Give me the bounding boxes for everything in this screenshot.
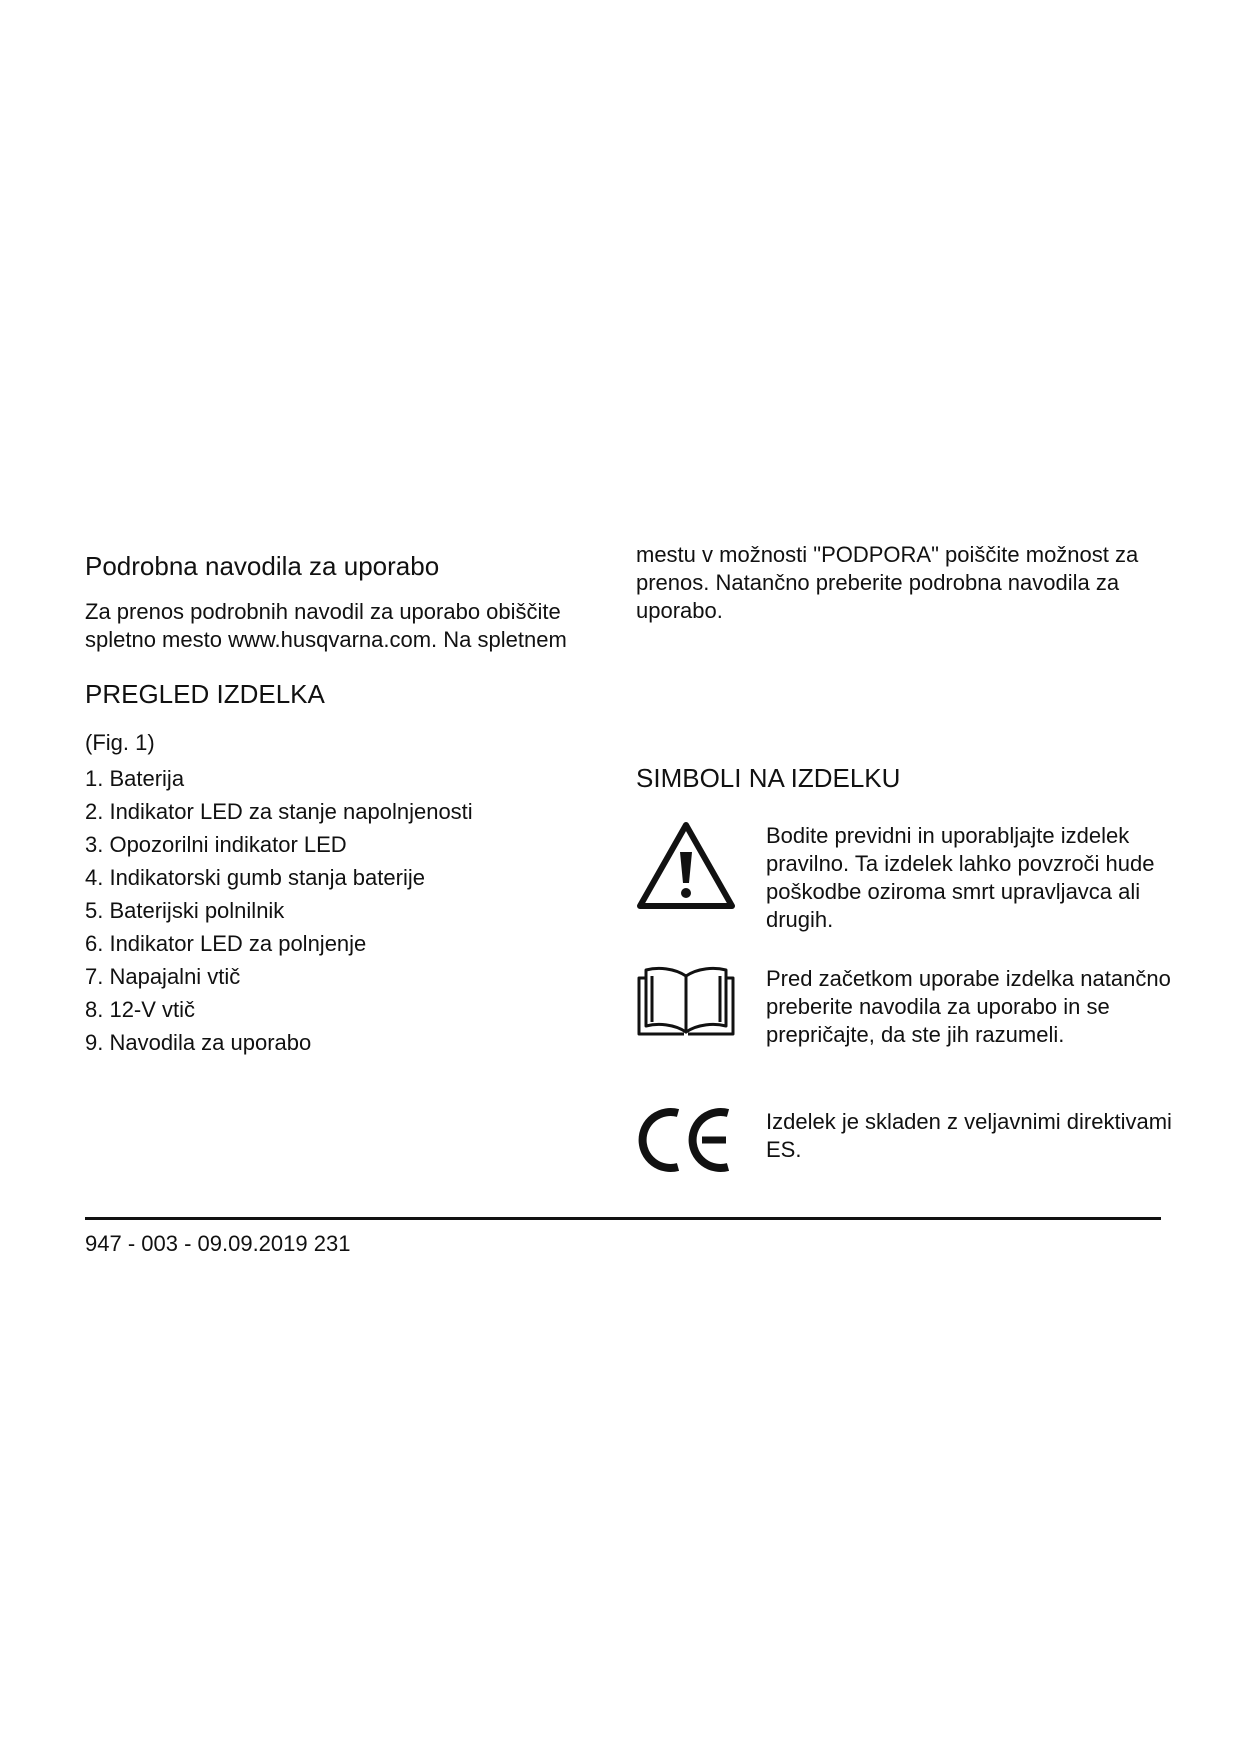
left-column [85, 550, 625, 1059]
right-column [636, 541, 1176, 794]
list-item: 6. Indikator LED za polnjenje [85, 931, 367, 956]
footer-divider [85, 1217, 1161, 1220]
section-title-product-overview: PREGLED IZDELKA [85, 679, 325, 709]
list-item: 8. 12-V vtič [85, 997, 196, 1022]
symbol-text: Bodite previdni in uporabljajte izdelek pravilno. Ta izdelek lahko povzroči hude poškodbe oziroma smrt upravljavca ali drugih. [766, 823, 1155, 932]
product-overview-list [85, 762, 625, 1059]
manual-book-icon [636, 962, 736, 1062]
symbol-text: Pred začetkom uporabe izdelka natančno preberite navodila za uporabo in se prepričajte, da ste jih razumeli. [766, 966, 1171, 1047]
ce-mark-icon [636, 1105, 736, 1205]
section-title-symbols: SIMBOLI NA IZDELKU [636, 763, 901, 793]
figure-reference: (Fig. 1) [85, 730, 155, 755]
list-item: 7. Napajalni vtič [85, 964, 241, 989]
warning-triangle-icon [636, 820, 736, 920]
list-item: 3. Opozorilni indikator LED [85, 832, 347, 857]
document-code: 947 - 003 - 09.09.2019 [85, 1231, 308, 1256]
list-item: 5. Baterijski polnilnik [85, 898, 285, 923]
symbol-text: Izdelek je skladen z veljavnimi direktivami ES. [766, 1109, 1172, 1162]
footer [85, 1230, 350, 1258]
list-item: 4. Indikatorski gumb stanja baterije [85, 865, 425, 890]
list-item: 2. Indikator LED za stanje napolnjenosti [85, 799, 473, 824]
continued-text: mestu v možnosti "PODPORA" poiščite možnost za prenos. Natančno preberite podrobna navodila za uporabo. [636, 542, 1139, 623]
detailed-manual-text: Za prenos podrobnih navodil za uporabo obiščite spletno mesto www.husqvarna.com. Na spletnem [85, 599, 567, 652]
list-item: 1. Baterija [85, 766, 185, 791]
section-title-detailed-manual: Podrobna navodila za uporabo [85, 551, 440, 581]
page-number: 231 [313, 1231, 351, 1256]
list-item: 9. Navodila za uporabo [85, 1030, 312, 1055]
